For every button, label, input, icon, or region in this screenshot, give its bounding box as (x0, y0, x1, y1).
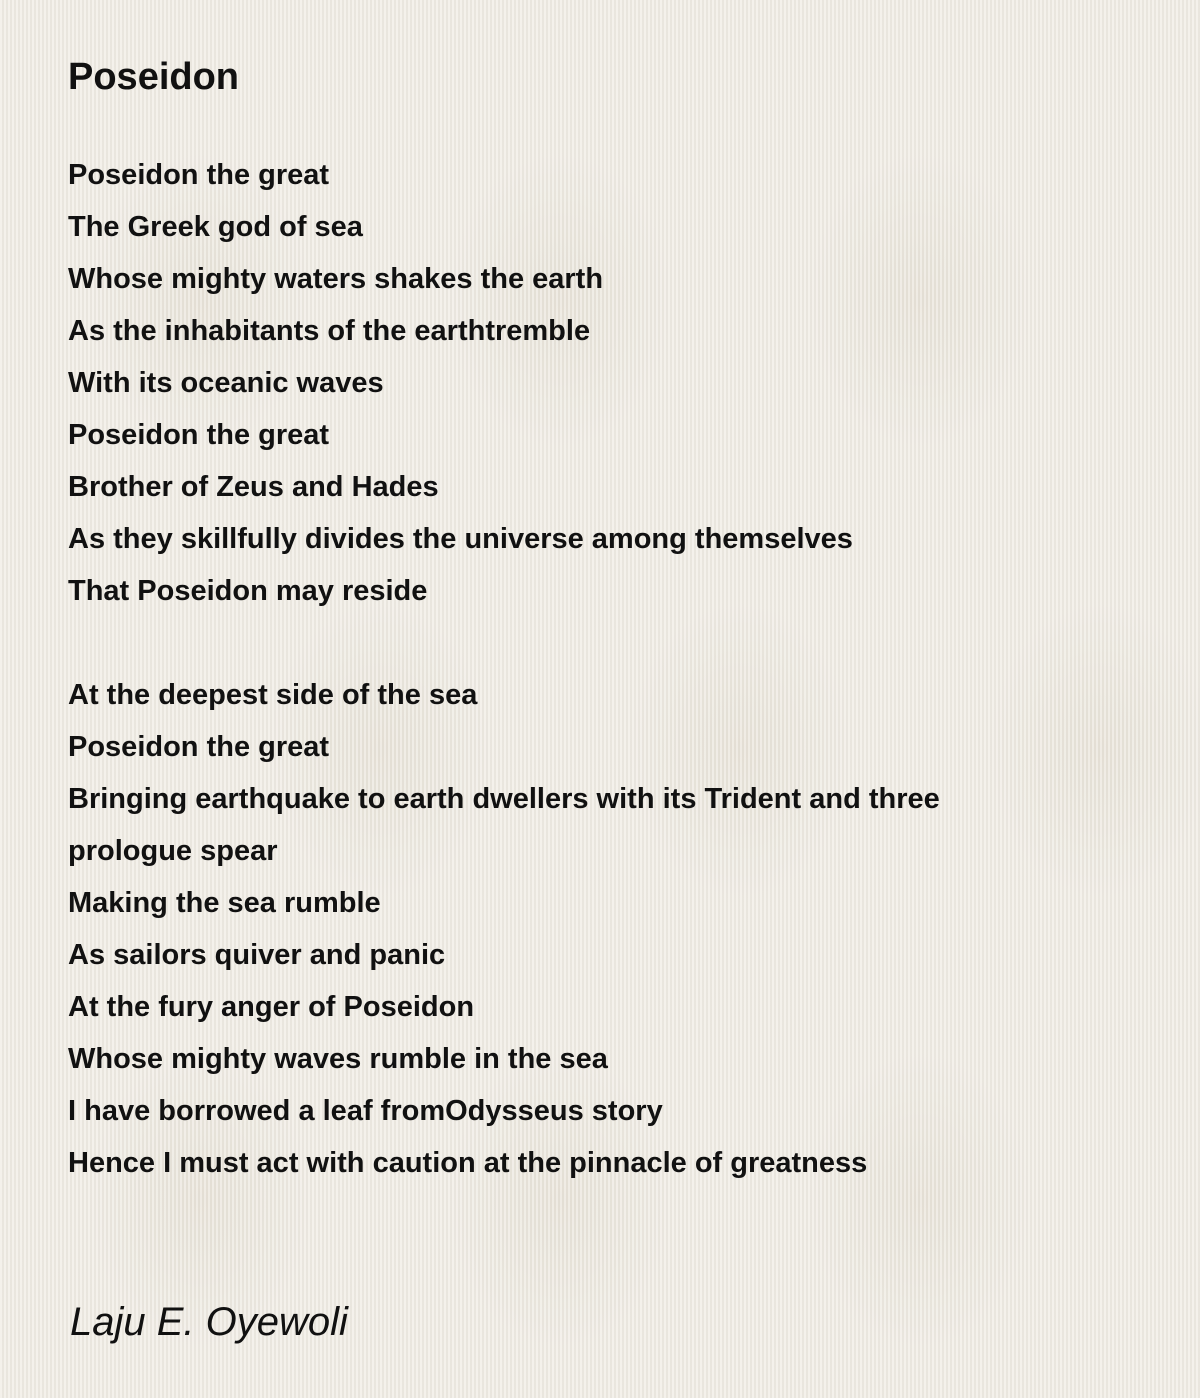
poem-line: As the inhabitants of the earthtremble (68, 315, 591, 347)
poem-line: prologue spear (68, 835, 278, 867)
poem-line: Whose mighty waves rumble in the sea (68, 1043, 608, 1075)
poem-line: The Greek god of sea (68, 211, 363, 243)
poem-line: With its oceanic waves (68, 367, 384, 399)
poem-line: At the deepest side of the sea (68, 679, 478, 711)
poem-line: Whose mighty waters shakes the earth (68, 263, 604, 295)
stanza-1 (68, 149, 940, 617)
poem-line: Poseidon the great (68, 419, 330, 451)
poem-author: Laju E. Oyewoli (70, 1300, 348, 1344)
poem-line: Hence I must act with caution at the pinnacle of greatness (68, 1147, 868, 1179)
poem-line: Making the sea rumble (68, 887, 381, 919)
poem-line: Brother of Zeus and Hades (68, 471, 439, 503)
poem-line: As sailors quiver and panic (68, 939, 446, 971)
poem-line: I have borrowed a leaf fromOdysseus story (68, 1095, 663, 1127)
poem-body (68, 149, 940, 1189)
poem-line: At the fury anger of Poseidon (68, 991, 475, 1023)
poem-line: Bringing earthquake to earth dwellers with its Trident and three (68, 783, 940, 815)
stanza-2 (68, 669, 940, 1189)
poem-title: Poseidon (68, 56, 240, 98)
poem-line: Poseidon the great (68, 159, 330, 191)
poem-line: As they skillfully divides the universe among themselves (68, 523, 853, 555)
poem-line: Poseidon the great (68, 731, 330, 763)
poem-line: That Poseidon may reside (68, 575, 428, 607)
